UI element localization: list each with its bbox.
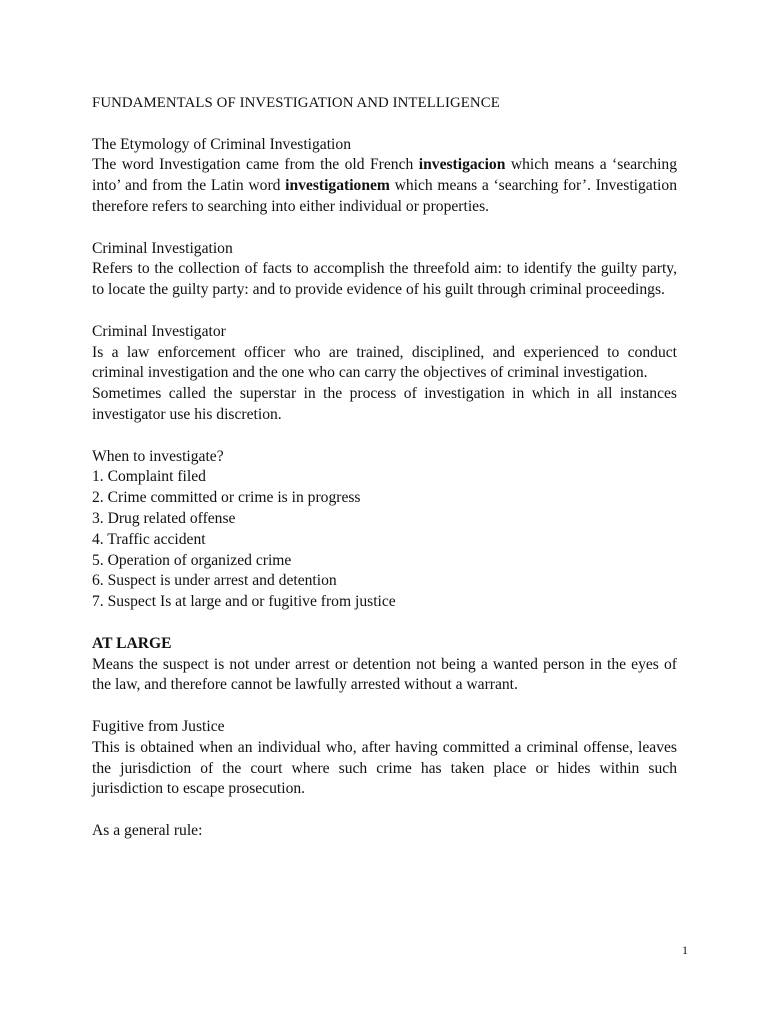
etymology-text-1: The word Investigation came from the old French [92,156,419,174]
spacer [92,426,677,447]
spacer [92,301,677,322]
list-item: 2. Crime committed or crime is in progress [92,489,361,507]
term-investigacion: investigacion [418,156,506,174]
criminal-investigator-paragraph-2: Sometimes called the superstar in the process of investigation in which in all instances investigator use his discretion. [92,385,677,423]
term-investigationem: investigationem [285,177,390,195]
etymology-heading: The Etymology of Criminal Investigation [92,135,351,153]
spacer [92,613,677,634]
spacer [92,696,677,717]
etymology-text-2: which means a ‘searching into’ and from the Latin word [92,156,677,195]
criminal-investigator-heading: Criminal Investigator [92,322,226,340]
fugitive-heading: Fugitive from Justice [92,717,225,735]
list-item: 1. Complaint filed [92,468,206,486]
document-body [92,93,677,842]
list-item: 6. Suspect is under arrest and detention [92,572,337,590]
at-large-paragraph: Means the suspect is not under arrest or detention not being a wanted person in the eyes of the law, and therefore cannot be lawfully arrested without a warrant. [92,655,677,694]
criminal-investigation-paragraph: Refers to the collection of facts to accomplish the threefold aim: to identify the guilty party, to locate the guilty party: and to provide evidence of his guilt through criminal proceedings. [92,260,677,299]
criminal-investigator-paragraph: Is a law enforcement officer who are trained, disciplined, and experienced to conduct criminal investigation and the one who can carry the objectives of criminal investigation. [92,343,677,382]
etymology-paragraph [92,155,677,217]
spacer [92,114,677,135]
criminal-investigation-heading: Criminal Investigation [92,239,233,257]
document-title: FUNDAMENTALS OF INVESTIGATION AND INTELLIGENCE [92,95,500,111]
spacer [92,800,677,821]
when-to-investigate-heading: When to investigate? [92,447,224,465]
fugitive-paragraph: This is obtained when an individual who, after having committed a criminal offense, leaves the jurisdiction of the court where such crime has taken place or hides within such jurisdiction to escape prosecution. [92,738,677,798]
page-number: 1 [682,943,688,957]
when-to-investigate-list [92,467,677,613]
at-large-heading: AT LARGE [92,634,172,652]
spacer [92,218,677,239]
general-rule-heading: As a general rule: [92,821,203,839]
etymology-text-3: which means a ‘searching for’. Investigation therefore refers to searching into either individual or properties. [92,177,677,215]
list-item: 4. Traffic accident [92,530,206,548]
list-item: 5. Operation of organized crime [92,551,292,569]
list-item: 3. Drug related offense [92,509,236,527]
list-item: 7. Suspect Is at large and or fugitive from justice [92,593,396,611]
